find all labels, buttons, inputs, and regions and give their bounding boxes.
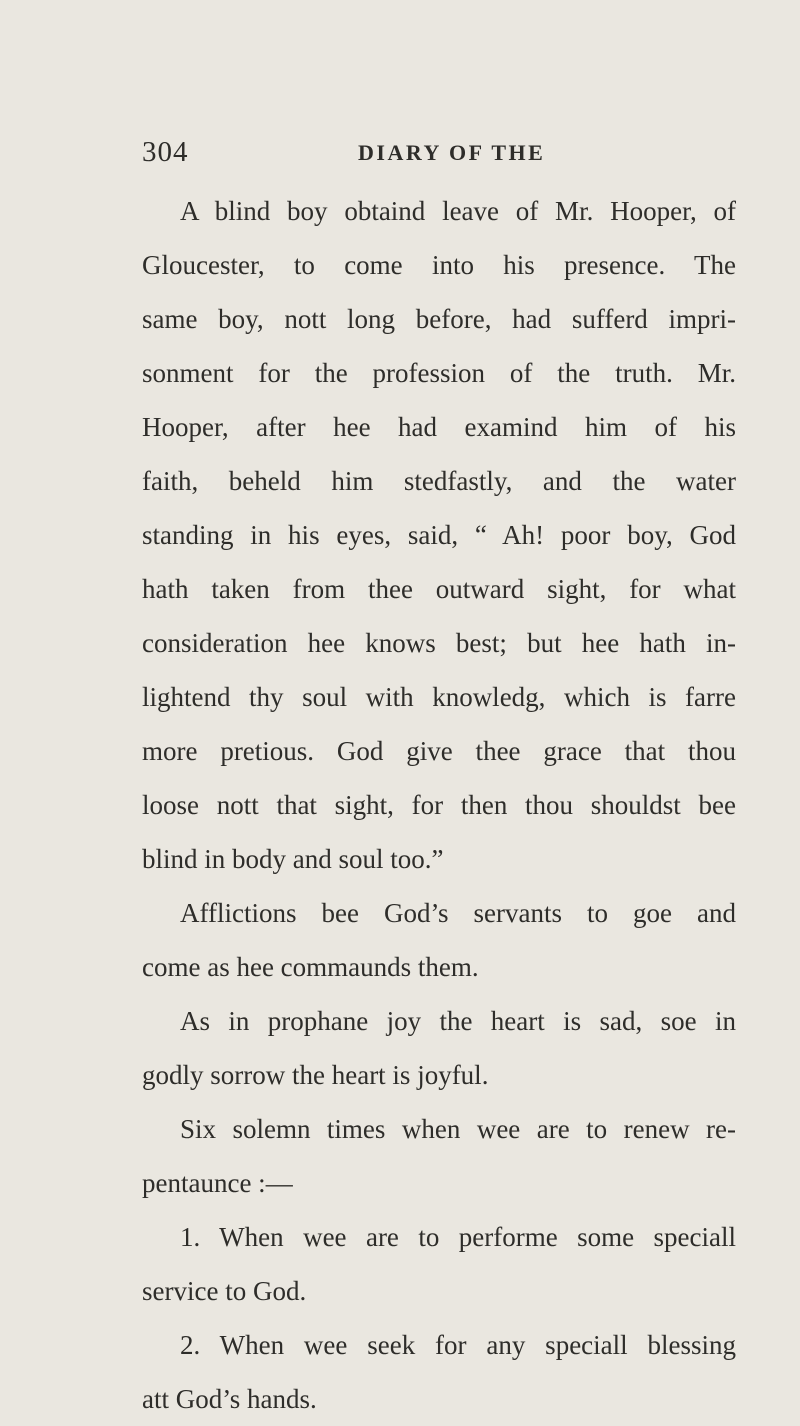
- text-line: loose nott that sight, for then thou shouldst bee: [142, 790, 736, 820]
- page-header: [142, 136, 742, 176]
- text-line: lightend thy soul with knowledg, which is farre: [142, 682, 736, 712]
- text-line: A blind boy obtaind leave of Mr. Hooper, of: [180, 196, 736, 226]
- text-line: Six solemn times when wee are to renew re-: [180, 1114, 736, 1144]
- text-line: hath taken from thee outward sight, for what: [142, 574, 736, 604]
- text-line: service to God.: [142, 1276, 307, 1306]
- text-line: Hooper, after hee had examind him of his: [142, 412, 736, 442]
- text-line: Afflictions bee God’s servants to goe and: [180, 898, 736, 928]
- text-line: same boy, nott long before, had sufferd impri-: [142, 304, 736, 334]
- text-line: godly sorrow the heart is joyful.: [142, 1060, 489, 1090]
- text-line: blind in body and soul too.”: [142, 844, 444, 874]
- text-line: consideration hee knows best; but hee hath in-: [142, 628, 736, 658]
- text-line: 2. When wee seek for any speciall blessing: [180, 1330, 736, 1360]
- body-text: [142, 184, 736, 1426]
- text-line: come as hee commaunds them.: [142, 952, 479, 982]
- page-number: 304: [142, 136, 189, 168]
- text-line: standing in his eyes, said, “ Ah! poor boy, God: [142, 520, 736, 550]
- text-line: att God’s hands.: [142, 1384, 317, 1414]
- text-line: pentaunce :—: [142, 1168, 293, 1198]
- text-line: sonment for the profession of the truth. Mr.: [142, 358, 736, 388]
- text-line: 1. When wee are to performe some speciall: [180, 1222, 736, 1252]
- running-head: DIARY OF THE: [358, 140, 546, 165]
- text-line: more pretious. God give thee grace that thou: [142, 736, 736, 766]
- text-line: faith, beheld him stedfastly, and the water: [142, 466, 736, 496]
- text-line: Gloucester, to come into his presence. The: [142, 250, 736, 280]
- text-line: As in prophane joy the heart is sad, soe in: [180, 1006, 736, 1036]
